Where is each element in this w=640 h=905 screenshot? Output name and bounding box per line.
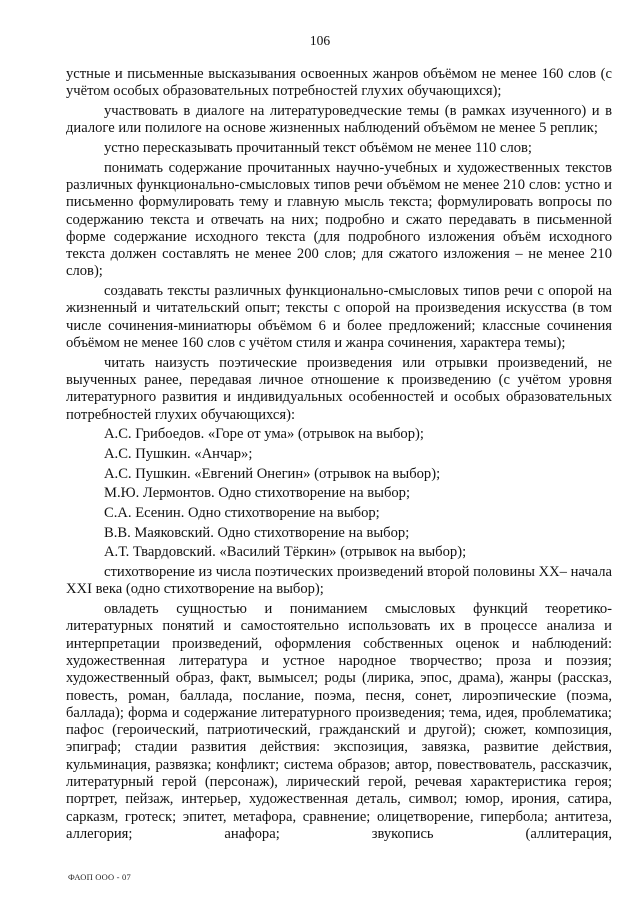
list-item-pushkin-anchar: А.С. Пушкин. «Анчар»; <box>104 445 253 462</box>
paragraph-understanding-texts: понимать содержание прочитанных научно-учебных и художественных текстов различных функционально-смысловых типов речи объёмом не менее 210 слов: устно и письменно формулировать тему и главную мысль текста; формулировать вопросы по содержанию текста и отвечать на них; подробно и сжато передавать в письменной форме содержание исходного текста (для подробного изложения объём исходного текста должен составлять не менее 200 слов; для сжатого изложения – не менее 210 слов); <box>66 159 612 280</box>
list-item-modern-poem: стихотворение из числа поэтических произведений второй половины XX– начала XXI века (одно стихотворение на выбор); <box>66 564 612 598</box>
document-body <box>66 66 612 846</box>
paragraph-creating-texts: создавать тексты различных функционально-смысловых типов речи с опорой на жизненный и читательский опыт; тексты с опорой на произведения искусства (в том числе сочинения-миниатюры объёмом 6 и более предложений; классные сочинения объёмом не менее 160 слов с учётом стиля и жанра сочинения, характера темы); <box>66 283 612 352</box>
paragraph-reading-by-heart: читать наизусть поэтические произведения или отрывки произведений, не выученных ранее, передавая личное отношение к произведению (с учётом уровня литературного развития и индивидуальных особенностей и особых образовательных потребностей глухих обучающихся): <box>66 354 612 423</box>
list-item-tvardovsky: А.Т. Твардовский. «Василий Тёркин» (отрывок на выбор); <box>104 544 467 561</box>
list-item-mayakovsky: В.В. Маяковский. Одно стихотворение на выбор; <box>104 524 410 541</box>
list-item-yesenin: С.А. Есенин. Одно стихотворение на выбор; <box>104 505 380 522</box>
list-item-pushkin-onegin: А.С. Пушкин. «Евгений Онегин» (отрывок на выбор); <box>104 465 441 482</box>
paragraph-retelling: устно пересказывать прочитанный текст объёмом не менее 110 слов; <box>104 139 532 156</box>
document-footer: ФАОП ООО - 07 <box>68 872 131 882</box>
page-number: 106 <box>309 33 331 48</box>
paragraph-oral-written-statements: устные и письменные высказывания освоенных жанров объёмом не менее 160 слов (с учётом особых образовательных потребностей глухих обучающихся); <box>66 66 612 100</box>
paragraph-dialogue: участвовать в диалоге на литературоведческие темы (в рамках изученного) и в диалоге или полилоге на основе жизненных наблюдений объёмом не менее 5 реплик; <box>66 102 612 137</box>
list-item-griboedov: А.С. Грибоедов. «Горе от ума» (отрывок на выбор); <box>104 426 424 443</box>
list-item-lermontov: М.Ю. Лермонтов. Одно стихотворение на выбор; <box>104 485 411 502</box>
paragraph-literary-concepts: овладеть сущностью и пониманием смысловых функций теоретико-литературных понятий и самостоятельно использовать их в процессе анализа и интерпретации произведений, оформления собственных оценок и наблюдений: художественная литература и устное народное творчество; проза и поэзия; художественный образ, факт, вымысел; роды (лирика, эпос, драма), жанры (рассказ, повесть, роман, баллада, послание, поэма, песня, сонет, лироэпические (поэма, баллада); форма и содержание литературного произведения; тема, идея, проблематика; пафос (героический, патриотический, гражданский и другой); сюжет, композиция, эпиграф; стадии развития действия: экспозиция, завязка, развитие действия, кульминация, развязка; конфликт; система образов; автор, повествователь, рассказчик, литературный герой (персонаж), лирический герой, речевая характеристика героя; портрет, пейзаж, интерьер, художественная деталь, символ; юмор, ирония, сатира, сарказм, гротеск; эпитет, метафора, сравнение; олицетворение, гипербола; антитеза, аллегория; анафора; звукопись (аллитерация, <box>66 601 612 842</box>
